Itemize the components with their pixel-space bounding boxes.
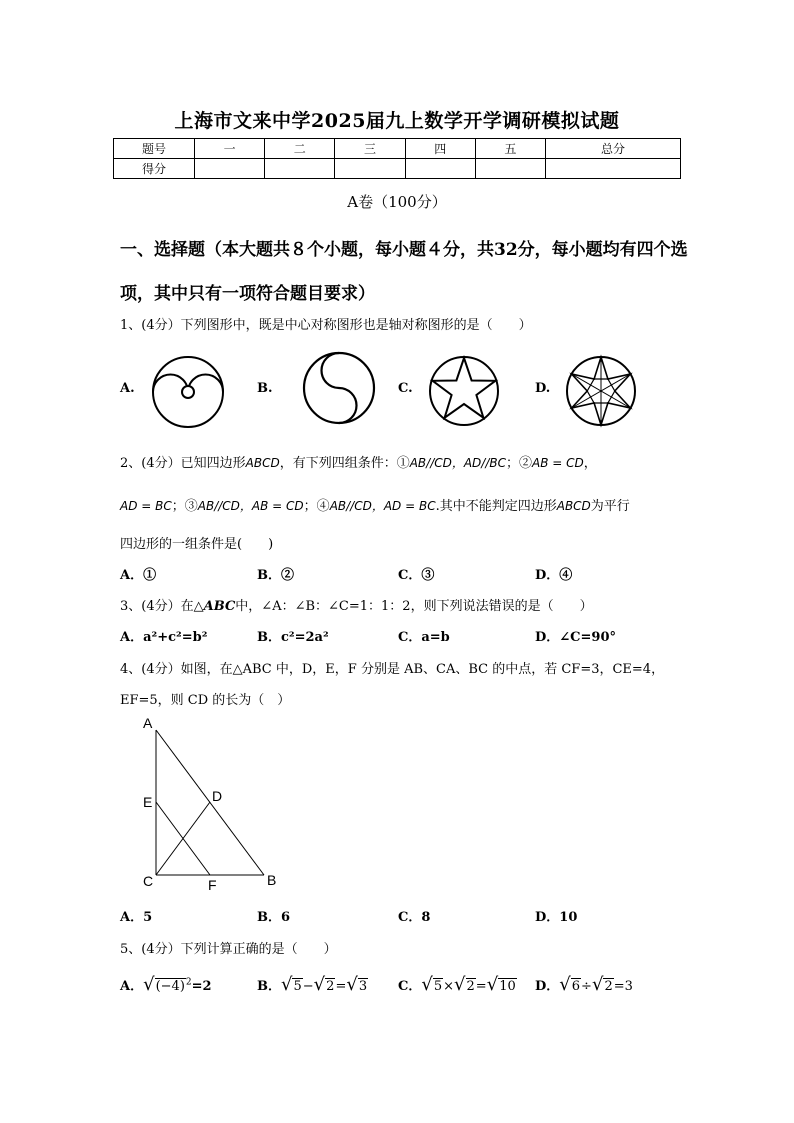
- q4-line2: EF=5，则 CD 的长为（ ）: [120, 693, 291, 708]
- q5-c-r2: 2: [466, 979, 475, 994]
- q5-c-op: ×: [443, 979, 455, 994]
- q3-stem: [120, 595, 593, 614]
- q5-b-eq: =: [335, 979, 347, 994]
- q5-option-c-label: C．: [398, 979, 422, 994]
- q5-b-r1: 5: [293, 979, 302, 994]
- q4-line1: 4、(4分）如图，在△ABC 中，D，E，F 分别是 AB、CA、BC 的中点，若 CF=3，CE=4，: [120, 662, 665, 677]
- score-cell[interactable]: [195, 159, 265, 179]
- q5-option-d-label: D．: [535, 979, 560, 994]
- q4-option-d[interactable]: D．10: [535, 910, 578, 925]
- q3-ratio: A：∠B：∠C=1：1：2，则下列说法错误的是（ ）: [272, 599, 593, 614]
- radical-icon: √: [346, 974, 358, 995]
- q2-option-d[interactable]: D．④: [535, 568, 573, 583]
- q2-line1: [120, 452, 597, 471]
- q2-abcd-2: ABCD: [556, 499, 591, 513]
- q5-b-r3: 3: [358, 979, 368, 994]
- q2-c4-prefix: ；④: [303, 499, 330, 514]
- figure-label-e: E: [143, 794, 153, 810]
- q5-c-r1: 5: [433, 979, 443, 994]
- q2-stem-b: ，有下列四组条件：①: [279, 456, 410, 471]
- q2-option-c[interactable]: C．③: [398, 568, 435, 583]
- q5-c-eq: =: [475, 979, 487, 994]
- q5-a-exponent: 2: [185, 977, 192, 988]
- radical-icon: √: [454, 974, 466, 995]
- q5-option-b-label: B．: [257, 979, 281, 994]
- q2-stem-a: 2、(4分）已知四边形: [120, 456, 246, 471]
- q1-figure-a: [150, 354, 226, 430]
- q1-option-c-label: C.: [398, 381, 413, 396]
- q2-tail2: 为平行: [590, 499, 630, 514]
- score-cell[interactable]: [475, 159, 545, 179]
- q3-stem-b: 中，∠: [235, 599, 273, 614]
- q1-figure-d: [564, 354, 638, 428]
- q2-tail: .其中不能判定四边形: [435, 499, 557, 514]
- q3-option-b[interactable]: B．c²=2a²: [257, 630, 329, 645]
- score-header-cell: 题号: [114, 139, 195, 159]
- q5-a-radicand: (−4): [155, 979, 185, 994]
- q5-c-r3: 10: [499, 979, 516, 994]
- q5-b-r2: 2: [326, 979, 335, 994]
- score-header-cell: 四: [405, 139, 475, 159]
- radical-icon: √: [559, 974, 571, 995]
- figure-label-b: B: [267, 872, 277, 888]
- q5-b-op: −: [302, 979, 314, 994]
- q1-stem: 1、(4分）下列图形中，既是中心对称图形也是轴对称图形的是（ ）: [120, 318, 532, 333]
- q5-d-op: ÷: [581, 979, 592, 994]
- score-row-label: 得分: [114, 159, 195, 179]
- q2-condition-4: AB//CD，AD = BC: [329, 499, 436, 513]
- radical-icon: √: [313, 974, 326, 995]
- q2-condition-3: AB//CD，AB = CD: [197, 499, 304, 513]
- q2-c3-prefix: ；③: [171, 499, 198, 514]
- q2-condition-1: AB//CD，AD//BC: [409, 456, 506, 470]
- q3-option-a[interactable]: A．a²+c²=b²: [120, 630, 208, 645]
- figure-label-d: D: [212, 788, 223, 804]
- q2-option-b[interactable]: B．②: [257, 568, 294, 583]
- radical-icon: √: [281, 974, 293, 995]
- radical-icon: √: [591, 974, 604, 995]
- score-header-cell: 三: [335, 139, 405, 159]
- q4-option-b[interactable]: B．6: [257, 910, 291, 925]
- score-table-score-row: [114, 159, 681, 179]
- q2-line2: [120, 495, 630, 514]
- q2-c2-tail: ，: [583, 456, 597, 471]
- q5-option-a-label: A．: [120, 979, 144, 994]
- exam-title: 上海市文来中学2025届九上数学开学调研模拟试题: [174, 110, 620, 132]
- q4-triangle-figure: [140, 712, 290, 897]
- figure-label-c: C: [143, 873, 154, 889]
- q5-d-r1: 6: [571, 979, 581, 994]
- figure-label-a: A: [143, 715, 153, 731]
- part-label: A卷（100分）: [347, 193, 447, 211]
- score-table: [113, 138, 681, 179]
- score-cell[interactable]: [546, 159, 681, 179]
- score-cell[interactable]: [335, 159, 405, 179]
- q2-line3: 四边形的一组条件是( ): [120, 537, 274, 552]
- q3-abc: ABC: [203, 599, 236, 614]
- q2-abcd: ABCD: [245, 456, 280, 470]
- q5-d-r2: 2: [604, 979, 613, 994]
- q1-option-b-label: B.: [257, 381, 273, 396]
- score-header-cell: 二: [265, 139, 335, 159]
- radical-icon: √: [421, 974, 433, 995]
- q2-option-a[interactable]: A．①: [120, 568, 157, 583]
- q5-option-c[interactable]: [398, 974, 517, 995]
- q5-option-a[interactable]: [120, 974, 212, 995]
- q3-stem-a: 3、(4分）在△: [120, 599, 204, 614]
- radical-icon: √: [486, 974, 499, 995]
- q1-option-a-label: A.: [120, 381, 135, 396]
- q4-option-c[interactable]: C．8: [398, 910, 431, 925]
- q1-figure-b: [301, 350, 377, 426]
- figure-label-f: F: [208, 877, 217, 893]
- q5-option-d[interactable]: [535, 974, 633, 995]
- q4-option-a[interactable]: A．5: [120, 910, 153, 925]
- q3-option-c[interactable]: C．a=b: [398, 630, 450, 645]
- q2-c2-prefix: ；②: [506, 456, 533, 471]
- q2-condition-2b: AD = BC: [120, 499, 172, 513]
- q5-d-eq: =3: [613, 979, 633, 994]
- q5-a-rhs: =2: [191, 979, 212, 994]
- section-heading: 一、选择题（本大题共８个小题，每小题４分，共32分，每小题均有四个选项，其中只有一项符合题目要求）: [120, 240, 688, 304]
- q1-figure-c: [427, 354, 501, 428]
- q1-option-d-label: D.: [535, 381, 551, 396]
- score-header-cell: 一: [195, 139, 265, 159]
- score-cell[interactable]: [265, 159, 335, 179]
- q3-option-d[interactable]: D．∠C=90°: [535, 630, 616, 645]
- score-header-cell: 五: [475, 139, 545, 159]
- score-header-cell: 总分: [546, 139, 681, 159]
- q5-option-b[interactable]: [257, 974, 368, 995]
- q5-stem: 5、(4分）下列计算正确的是（ ）: [120, 942, 337, 957]
- radical-icon: √: [143, 974, 155, 995]
- q2-condition-2a: AB = CD: [532, 456, 584, 470]
- score-cell[interactable]: [405, 159, 475, 179]
- score-table-header-row: [114, 139, 681, 159]
